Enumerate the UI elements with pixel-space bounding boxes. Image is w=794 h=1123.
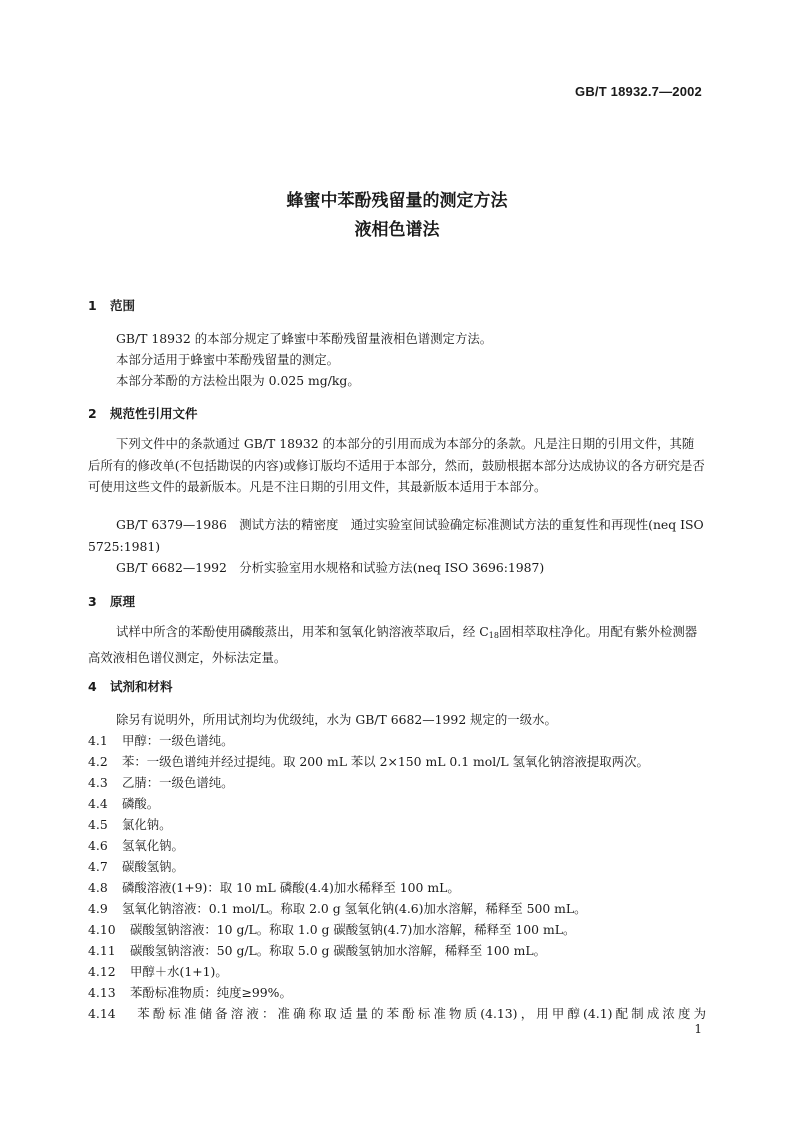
- item-number: 4.14: [88, 1006, 116, 1021]
- c18-subscript: 18: [488, 631, 499, 640]
- item-text: 苯酚标准物质：纯度≥99%。: [130, 985, 292, 1000]
- item-text: 碳酸氢钠溶液：50 g/L。称取 5.0 g 碳酸氢钠加水溶解，稀释至 100 mL。: [130, 943, 546, 958]
- document-subtitle: 液相色谱法: [354, 220, 440, 240]
- list-item: [88, 794, 706, 812]
- item-text: 甲醇：一级色谱纯。: [122, 733, 234, 748]
- list-item: [88, 941, 706, 959]
- item-number: 4.2: [88, 754, 108, 769]
- item-number: 4.4: [88, 796, 108, 811]
- reference-gbt-6379: GB/T 6379—1986 测试方法的精密度 通过实验室间试验确定标准测试方法的重复性和再现性(neq ISO 5725:1981): [88, 517, 704, 554]
- list-item: [88, 857, 706, 875]
- item-text: 碳酸氢钠。: [122, 859, 184, 874]
- item-text: 碳酸氢钠溶液：10 g/L。称取 1.0 g 碳酸氢钠(4.7)加水溶解，稀释至 100 mL。: [130, 922, 576, 937]
- section-1-heading: [88, 296, 135, 314]
- list-item: [88, 920, 706, 938]
- section-4-heading: [88, 677, 173, 695]
- item-number: 4.12: [88, 964, 116, 979]
- list-item: [88, 899, 706, 917]
- item-number: 4.10: [88, 922, 116, 937]
- item-text: 苯酚标准储备溶液：准确称取适量的苯酚标准物质(4.13)，用甲醇(4.1)配制成浓度为: [134, 1006, 706, 1021]
- normative-references-paragraph: 下列文件中的条款通过 GB/T 18932 的本部分的引用而成为本部分的条款。凡是注日期的引用文件，其随后所有的修改单(不包括勘误的内容)或修订版均不适用于本部分，然而，鼓励根据本部分达成协议的各方研究是否可使用这些文件的最新版本。凡是不注日期的引用文件，其最新版本适用于本部分。: [88, 436, 705, 494]
- item-text: 磷酸。: [122, 796, 160, 811]
- list-item: [88, 983, 706, 1001]
- list-item: [88, 836, 706, 854]
- scope-line-1: GB/T 18932 的本部分规定了蜂蜜中苯酚残留量液相色谱测定方法。: [116, 331, 493, 346]
- list-item: [88, 962, 706, 980]
- item-text: 苯：一级色谱纯并经过提纯。取 200 mL 苯以 2×150 mL 0.1 mol/L 氢氧化钠溶液提取两次。: [122, 754, 649, 769]
- section-title: 范围: [110, 298, 136, 313]
- principle-paragraph: [88, 621, 706, 668]
- item-text: 磷酸溶液(1+9)：取 10 mL 磷酸(4.4)加水稀释至 100 mL。: [122, 880, 460, 895]
- item-number: 4.8: [88, 880, 108, 895]
- standard-number: GB/T 18932.7—2002: [575, 84, 702, 99]
- document-title: 蜂蜜中苯酚残留量的测定方法: [286, 191, 508, 211]
- section-number: 3: [88, 594, 97, 609]
- principle-text-b: 固相萃取柱净化。用配有紫外检测器高效液相色谱仪测定，外标法定量。: [88, 624, 698, 665]
- item-number: 4.7: [88, 859, 108, 874]
- item-number: 4.6: [88, 838, 108, 853]
- list-item: [88, 752, 706, 770]
- item-text: 氢氧化钠溶液：0.1 mol/L。称取 2.0 g 氢氧化钠(4.6)加水溶解，稀释至 500 mL。: [122, 901, 587, 916]
- section-number: 2: [88, 406, 97, 421]
- item-number: 4.3: [88, 775, 108, 790]
- page-number: 1: [694, 1022, 702, 1036]
- list-item: [88, 1004, 706, 1022]
- section-number: 4: [88, 679, 97, 694]
- list-item: [88, 773, 706, 791]
- list-item: [88, 815, 706, 833]
- item-number: 4.13: [88, 985, 116, 1000]
- item-number: 4.5: [88, 817, 108, 832]
- item-text: 氢氧化钠。: [122, 838, 184, 853]
- item-text: 乙腈：一级色谱纯。: [122, 775, 234, 790]
- reagents-intro: 除另有说明外，所用试剂均为优级纯，水为 GB/T 6682—1992 规定的一级水。: [116, 712, 557, 727]
- section-3-heading: [88, 592, 135, 610]
- item-number: 4.9: [88, 901, 108, 916]
- item-number: 4.11: [88, 943, 116, 958]
- section-title: 原理: [110, 594, 136, 609]
- item-text: 氯化钠。: [122, 817, 172, 832]
- item-text: 甲醇＋水(1+1)。: [130, 964, 228, 979]
- list-item: [88, 731, 706, 749]
- section-title: 试剂和材料: [110, 679, 173, 694]
- section-2-heading: [88, 404, 198, 422]
- item-number: 4.1: [88, 733, 108, 748]
- principle-text-a: 试样中所含的苯酚使用磷酸蒸出，用苯和氢氧化钠溶液萃取后，经 C: [116, 624, 489, 639]
- section-number: 1: [88, 298, 97, 313]
- list-item: [88, 878, 706, 896]
- scope-line-3: 本部分苯酚的方法检出限为 0.025 mg/kg。: [116, 373, 360, 388]
- section-title: 规范性引用文件: [110, 406, 198, 421]
- reference-gbt-6682: GB/T 6682—1992 分析实验室用水规格和试验方法(neq ISO 3696:1987): [116, 560, 545, 575]
- scope-line-2: 本部分适用于蜂蜜中苯酚残留量的测定。: [116, 352, 340, 367]
